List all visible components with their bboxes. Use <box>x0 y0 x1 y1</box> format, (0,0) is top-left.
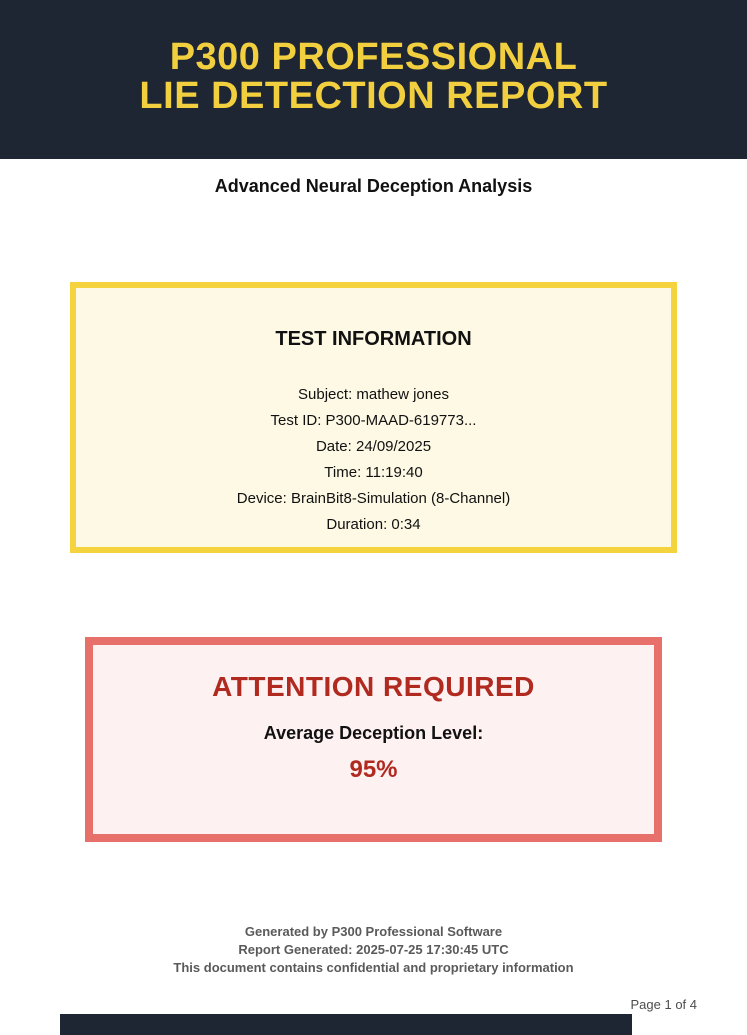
footer-generated-by: Generated by P300 Professional Software <box>244 924 503 939</box>
bottom-navy-bar <box>60 1014 632 1035</box>
footer-confidential-notice: This document contains confidential and proprietary information <box>173 960 574 975</box>
footer-report-generated: Report Generated: 2025-07-25 17:30:45 UTC <box>238 942 509 957</box>
test-info-date: Date: 24/09/2025 <box>315 438 432 455</box>
test-info-subject: Subject: mathew jones <box>298 386 449 403</box>
attention-required-title: ATTENTION REQUIRED <box>212 671 535 702</box>
test-information-box <box>70 282 677 553</box>
report-subtitle: Advanced Neural Deception Analysis <box>214 176 533 196</box>
test-info-time: Time: 11:19:40 <box>324 464 423 481</box>
attention-required-box <box>85 637 662 842</box>
test-information-title: TEST INFORMATION <box>275 328 472 350</box>
test-info-duration: Duration: 0:34 <box>326 516 421 533</box>
deception-level-value: 95% <box>349 756 398 783</box>
test-info-device: Device: BrainBit8-Simulation (8-Channel) <box>236 490 511 507</box>
deception-level-label: Average Deception Level: <box>263 723 484 743</box>
report-title-line-2: LIE DETECTION REPORT <box>139 75 608 117</box>
report-title-line-1: P300 PROFESSIONAL <box>169 36 578 78</box>
report-footer <box>0 923 747 977</box>
report-header <box>0 0 747 159</box>
test-info-test-id: Test ID: P300-MAAD-619773... <box>270 412 477 429</box>
test-information-lines <box>76 382 671 538</box>
page-number: Page 1 of 4 <box>630 997 697 1012</box>
